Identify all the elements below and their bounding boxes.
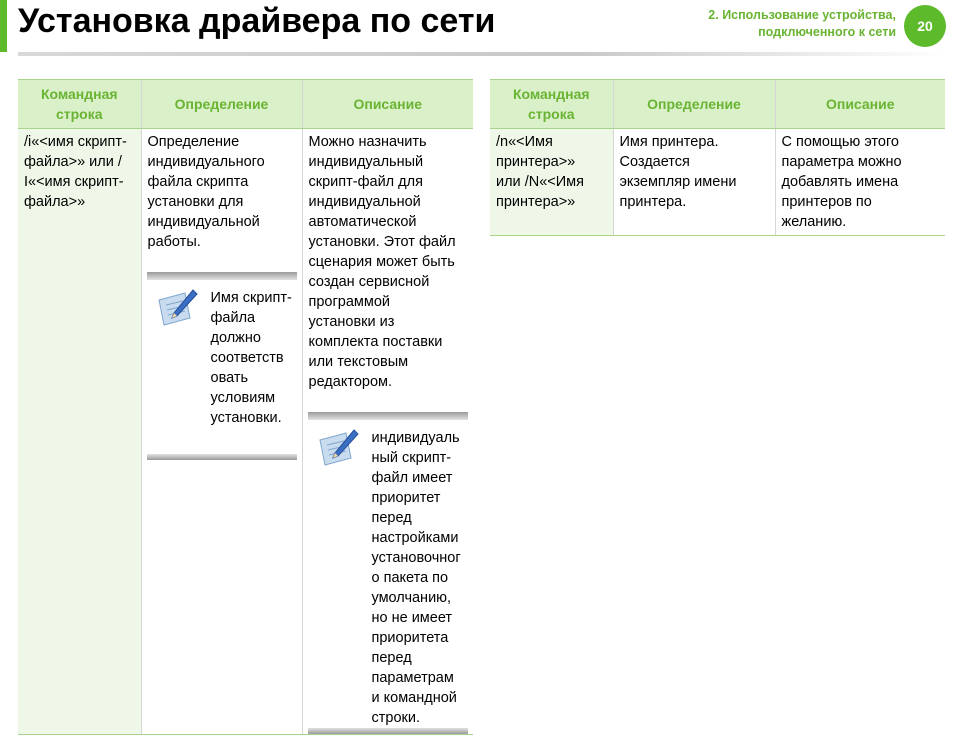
- definition-text: Определение индивидуального файла скрипта установки для индивидуальной работы.: [147, 134, 265, 250]
- definition-text: Имя принтера. Создается экземпляр имени принтера.: [619, 134, 737, 210]
- command-text: /n«<Имя принтера>» или /N«<Имя принтера>»: [496, 134, 584, 210]
- page-title: Установка драйвера по сети: [18, 2, 496, 40]
- column-header-description: Описание: [775, 80, 945, 129]
- definition-cell: [613, 129, 775, 236]
- note-pencil-icon: [318, 428, 360, 470]
- note-box: [308, 412, 469, 734]
- chapter-title-line2: подключенного к сети: [758, 25, 896, 39]
- command-text: /i«<имя скрипт- файла>» или / I«<имя скрипт- файла>»: [24, 134, 127, 210]
- table-header-row: [18, 80, 473, 129]
- note-bottom-rule: [308, 728, 469, 734]
- command-cell: [18, 129, 141, 735]
- chapter-title[interactable]: [708, 7, 896, 41]
- note-text: Имя скрипт- файла должно соответств овать условиям установки.: [210, 290, 292, 426]
- description-text: Можно назначить индивидуальный скрипт-файл для индивидуальной автоматической установки. Этот файл сценария может быть создан сервисной программой установки из комплекта поставки или текстовым редактором.: [308, 134, 456, 390]
- definition-cell: [141, 129, 302, 735]
- column-header-command: Командная строка: [18, 80, 141, 129]
- description-cell: [302, 129, 473, 735]
- description-text: С помощью этого параметра можно добавлять имена принтеров по желанию.: [781, 134, 902, 230]
- note-top-rule: [308, 412, 469, 420]
- accent-bar: [0, 0, 7, 52]
- note-box: [147, 272, 297, 460]
- note-text: индивидуаль ный скрипт- файл имеет приоритет перед настройками установочног о пакета по умолчанию, но не имеет приоритета перед параметрам и командной строки.: [371, 430, 461, 726]
- note-top-rule: [147, 272, 297, 280]
- header-divider: [18, 52, 946, 56]
- note-bottom-rule: [147, 454, 297, 460]
- column-header-command: Командная строка: [490, 80, 613, 129]
- column-header-definition: Определение: [613, 80, 775, 129]
- table-row: [490, 129, 945, 236]
- page-number-badge: 20: [904, 5, 946, 47]
- parameter-table-left: [18, 79, 473, 735]
- description-cell: [775, 129, 945, 236]
- column-header-description: Описание: [302, 80, 473, 129]
- chapter-title-line1: 2. Использование устройства,: [708, 8, 896, 22]
- column-header-definition: Определение: [141, 80, 302, 129]
- note-pencil-icon: [157, 288, 199, 330]
- parameter-table-right: [490, 79, 945, 236]
- table-header-row: [490, 80, 945, 129]
- command-cell: [490, 129, 613, 236]
- table-row: [18, 129, 473, 735]
